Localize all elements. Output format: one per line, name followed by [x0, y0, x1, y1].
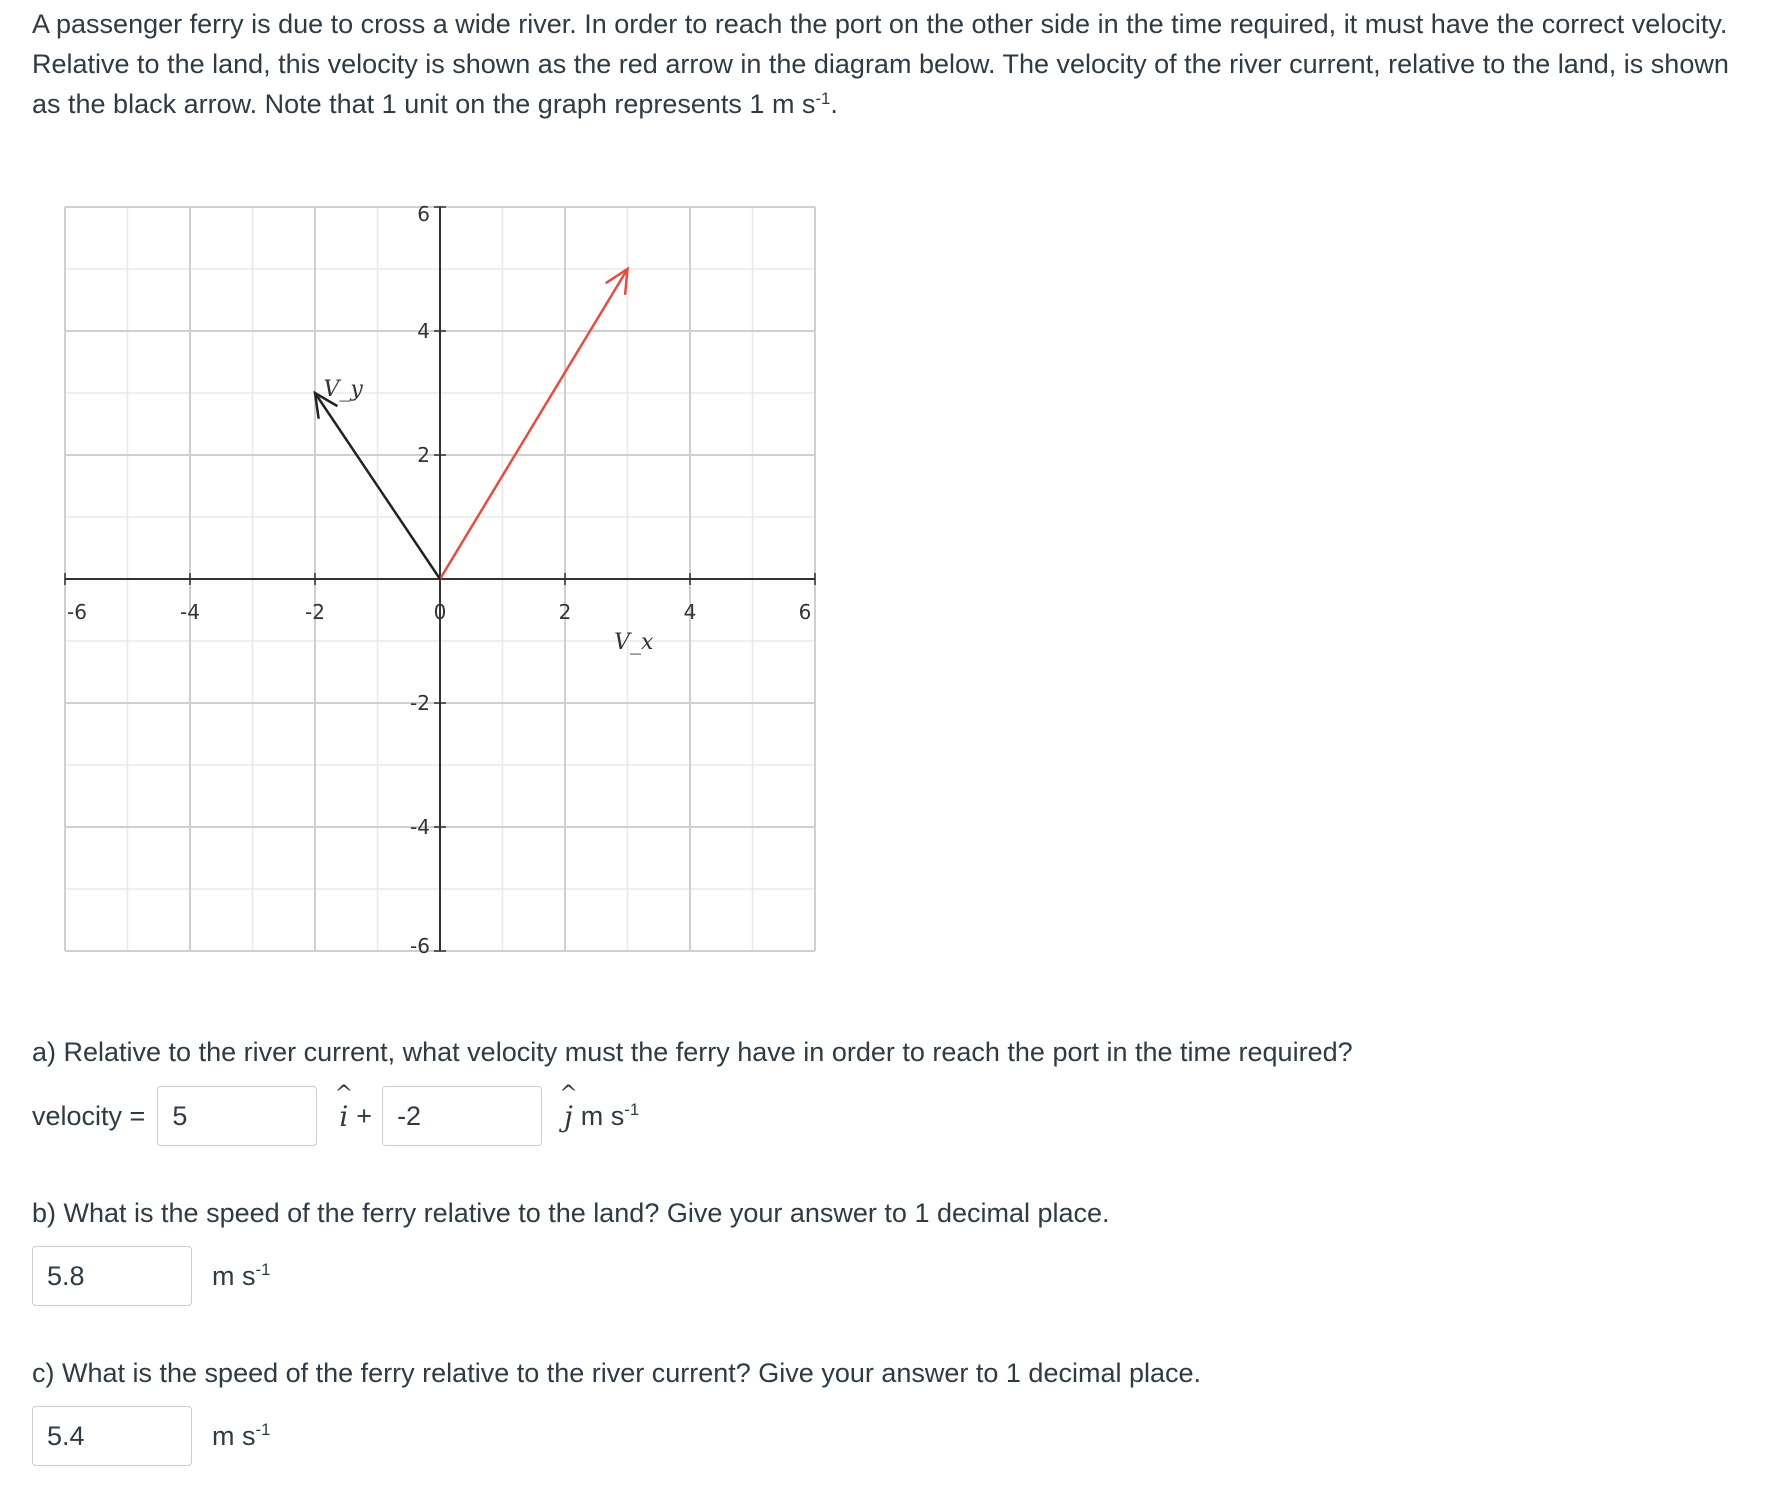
y-axis-label: V_y	[323, 377, 363, 403]
x-tick-label: -2	[305, 600, 325, 624]
intro-unit-sup: -1	[815, 88, 831, 108]
i-hat-symbol	[334, 1081, 354, 1133]
vectors	[315, 269, 628, 579]
y-tick-label: -2	[410, 691, 430, 715]
answer-row-b	[32, 1245, 270, 1307]
y-tick-label: -4	[410, 815, 430, 839]
speed-land-input[interactable]: 5.8	[32, 1246, 192, 1306]
intro-end: .	[830, 89, 838, 119]
unit-b-text: m s	[212, 1260, 256, 1291]
unit-a-text: m s	[580, 1100, 625, 1131]
unit-c	[212, 1421, 270, 1452]
unit-a	[581, 1101, 639, 1132]
question-b: b) What is the speed of the ferry relative to the land? Give your answer to 1 decimal place.	[32, 1198, 1110, 1228]
unit-c-sup: -1	[255, 1420, 271, 1440]
x-tick-label: -4	[180, 600, 200, 624]
i-hat-mark: ^	[334, 1081, 354, 1107]
speed-current-input[interactable]: 5.4	[32, 1406, 192, 1466]
j-hat-symbol	[559, 1081, 578, 1133]
question-c: c) What is the speed of the ferry relative to the river current? Give your answer to 1 decimal place.	[32, 1358, 1202, 1388]
x-tick-label: 0	[433, 600, 447, 624]
j-component-input[interactable]: -2	[382, 1086, 542, 1146]
x-tick-label: 2	[558, 600, 572, 624]
j-symbol: j	[564, 1099, 573, 1133]
question-intro	[32, 4, 1732, 128]
answer-row-c	[32, 1405, 270, 1467]
velocity-label: velocity =	[32, 1100, 146, 1131]
unit-b-sup: -1	[255, 1260, 271, 1280]
vector-graph	[40, 188, 820, 968]
y-tick-label: 4	[417, 319, 430, 343]
plus-sign: +	[356, 1100, 373, 1131]
i-symbol: i	[339, 1099, 349, 1133]
x-axis-label: V_x	[614, 630, 654, 655]
answer-row-a	[32, 1081, 640, 1147]
unit-b	[212, 1261, 270, 1292]
y-tick-label: -6	[410, 934, 430, 958]
x-tick-label: 4	[683, 600, 697, 624]
j-hat-mark: ^	[559, 1081, 578, 1107]
unit-a-sup: -1	[624, 1100, 640, 1120]
y-tick-label: 2	[417, 443, 430, 467]
intro-text: A passenger ferry is due to cross a wide river. In order to reach the port on the other side in the time required, it must have the correct velocity. Relative to the land, this velocity is shown as the red arrow in the diagram below. The velocity of the river current, relative to the land, is shown as the black arrow. Note that 1 unit on the graph represents 1 m s	[32, 9, 1729, 119]
question-a: a) Relative to the river current, what velocity must the ferry have in order to reach the port in the time required?	[32, 1037, 1353, 1067]
i-component-input[interactable]: 5	[157, 1086, 317, 1146]
x-tick-label: 6	[798, 600, 812, 624]
unit-c-text: m s	[212, 1420, 256, 1451]
vector-arrow-1	[440, 269, 628, 579]
x-tick-label: -6	[67, 600, 87, 624]
y-tick-label: 6	[417, 202, 430, 226]
